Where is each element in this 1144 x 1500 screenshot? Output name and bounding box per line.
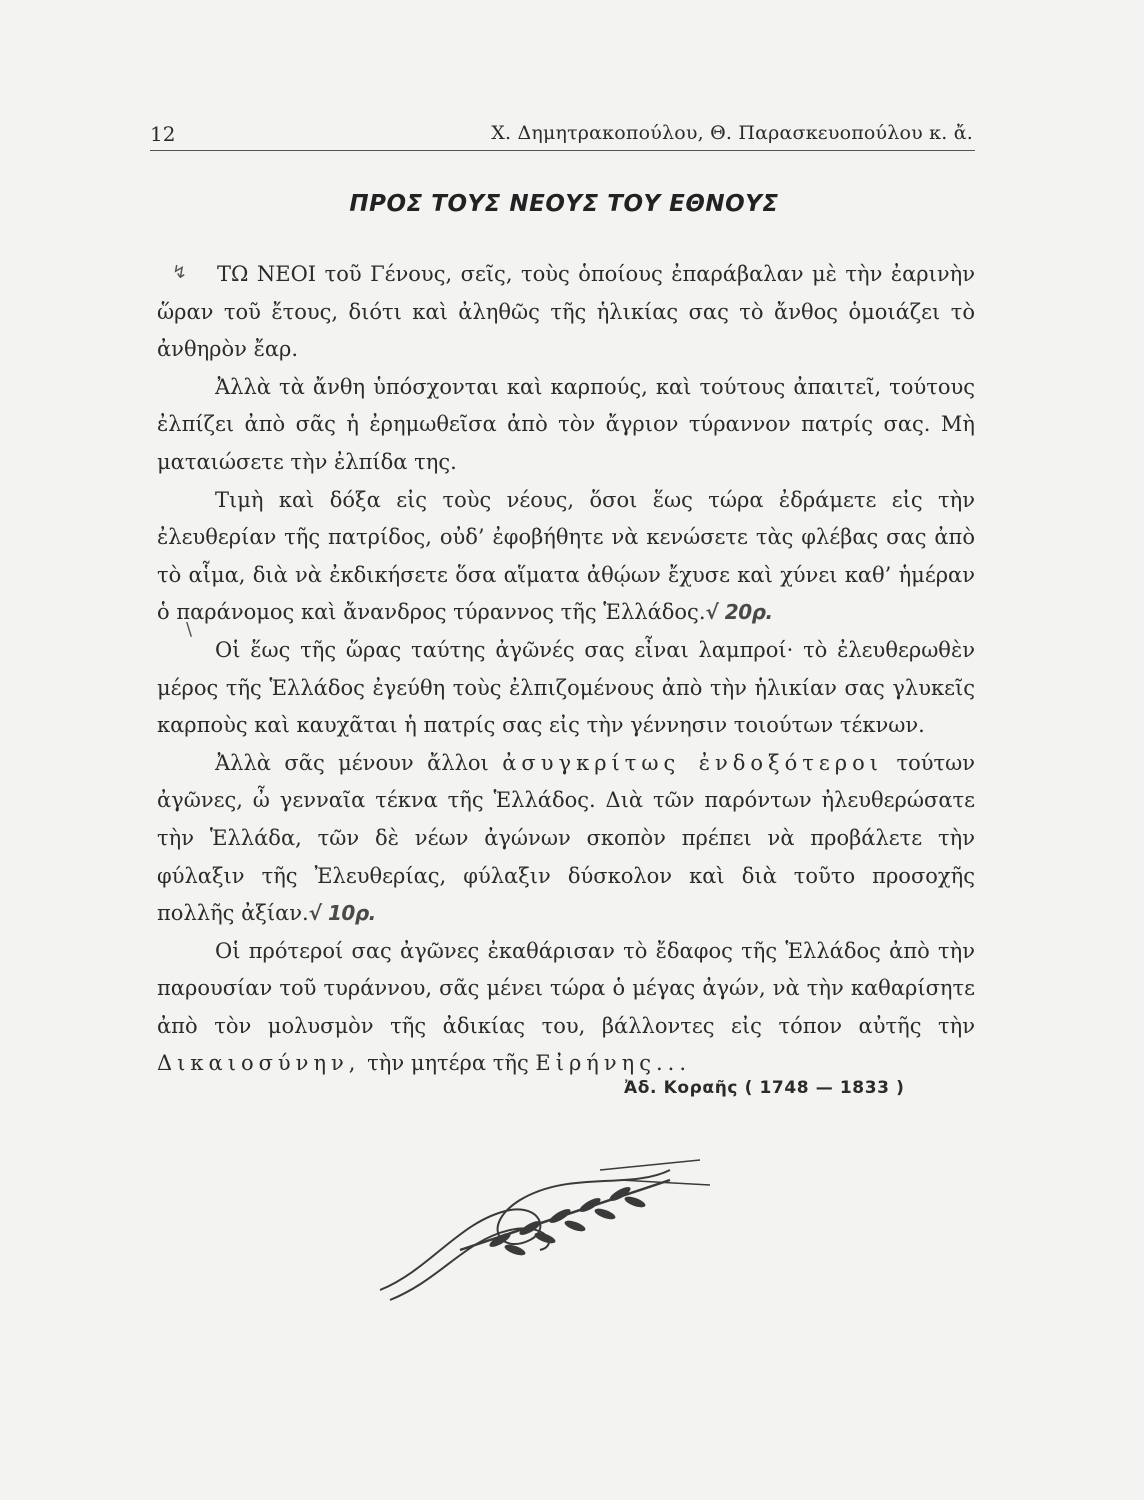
paragraph bbox=[157, 933, 975, 1083]
running-head: Χ. Δημητρακοπούλου, Θ. Παρασκευοπούλου κ. ἄ. bbox=[491, 122, 973, 144]
paragraph-text: τὴν μητέρα τῆς bbox=[367, 1051, 529, 1076]
paragraph-text: τούτων ἀγῶνες, ὦ γενναῖα τέκνα τῆς Ἑλλάδος. Διὰ τῶν παρόντων ἠλευθερώσατε τὴν Ἑλλάδα, τῶν δὲ νέων ἀγώνων σκοπὸν πρέπει νὰ προβάλετε τὴν φύλαξιν τῆς Ἐλευθερίας, φύλαξιν δύσκολον καὶ διὰ τοῦτο προσοχῆς πολλῆς ἀξίαν. bbox=[157, 750, 975, 926]
paragraph-text: Τιμὴ καὶ δόξα εἰς τοὺς νέους, ὅσοι ἕως τώρα ἐδράμετε εἰς τὴν ἐλευθερίαν τῆς πατρίδος, οὐδ’ ἐφοβήθητε νὰ κενώσετε τὰς φλέβας σας ἀπὸ τὸ αἷμα, διὰ νὰ ἐκδικήσετε ὅσα αἵματα ἀθῴων ἔχυσε καὶ χύνει καθ’ ἡμέραν ὁ παράνομος καὶ ἄνανδρος τύραννος τῆς Ἑλλάδος. bbox=[157, 487, 975, 625]
emphasized-text: Δικαιοσύνην, bbox=[157, 1051, 361, 1076]
page-number: 12 bbox=[150, 122, 176, 146]
paragraph: ΤΩ ΝΕΟΙ τοῦ Γένους, σεῖς, τοὺς ὁποίους ἐπαράβαλαν μὲ τὴν ἐαρινὴν ὥραν τοῦ ἔτους, διότι καὶ ἀληθῶς τῆς ἡλικίας σας τὸ ἄνθος ὁμοιάζει τὸ ἀνθηρὸν ἔαρ. bbox=[157, 262, 975, 362]
emphasized-text: ἀσυγκρίτως ἐνδοξότεροι bbox=[502, 750, 883, 775]
author-signature: Ἀδ. Κοραῆς ( 1748 — 1833 ) bbox=[624, 1078, 905, 1098]
emphasized-text: Εἰρήνης... bbox=[535, 1051, 692, 1076]
paragraph: Ἀλλὰ τὰ ἄνθη ὑπόσχονται καὶ καρπούς, καὶ τούτους ἀπαιτεῖ, τούτους ἐλπίζει ἀπὸ σᾶς ἡ ἐρημωθεῖσα ἀπὸ τὸν ἄγριον τύραννον πατρίς σας. Μὴ ματαιώσετε τὴν ἐλπίδα της. bbox=[157, 374, 975, 474]
paragraph-text: Οἱ πρότεροί σας ἀγῶνες ἐκαθάρισαν τὸ ἔδαφος τῆς Ἑλλάδος ἀπὸ τὴν παρουσίαν τοῦ τυράννου, σᾶς μένει τώρα ὁ μέγας ἀγών, νὰ τὴν καθαρίσητε ἀπὸ τὸν μολυσμὸν τῆς ἀδικίας του, βάλλοντες εἰς τόπον αὐτῆς τὴν bbox=[157, 938, 975, 1038]
page-header bbox=[150, 118, 975, 151]
handwritten-annotation: √ 20ρ. bbox=[705, 600, 773, 625]
body-text bbox=[157, 256, 975, 1083]
paragraph-text: Ἀλλὰ σᾶς μένουν ἄλλοι bbox=[215, 750, 489, 775]
paragraph: Οἱ ἕως τῆς ὥρας ταύτης ἀγῶνές σας εἶναι λαμπροί· τὸ ἐλευθερωθὲν μέρος τῆς Ἑλλάδος ἐγεύθη τοὺς ἐλπιζομένους ἀπὸ τὴν ἡλικίαν σας γλυκεῖς καρποὺς καὶ καυχᾶται ἡ πατρίς σας εἰς τὴν γέννησιν τοιούτων τέκνων. bbox=[157, 637, 975, 738]
handwritten-annotation: √ 10ρ. bbox=[308, 901, 376, 926]
paragraph bbox=[157, 482, 975, 632]
page-title: ΠΡΟΣ ΤΟΥΣ ΝΕΟΥΣ ΤΟΥ ΕΘΝΟΥΣ bbox=[349, 191, 779, 217]
paragraph bbox=[157, 745, 975, 933]
handwritten-margin-mark: \ bbox=[186, 619, 193, 640]
laurel-ribbon-ornament bbox=[370, 1150, 730, 1340]
handwritten-margin-mark: ↯ bbox=[172, 262, 188, 283]
